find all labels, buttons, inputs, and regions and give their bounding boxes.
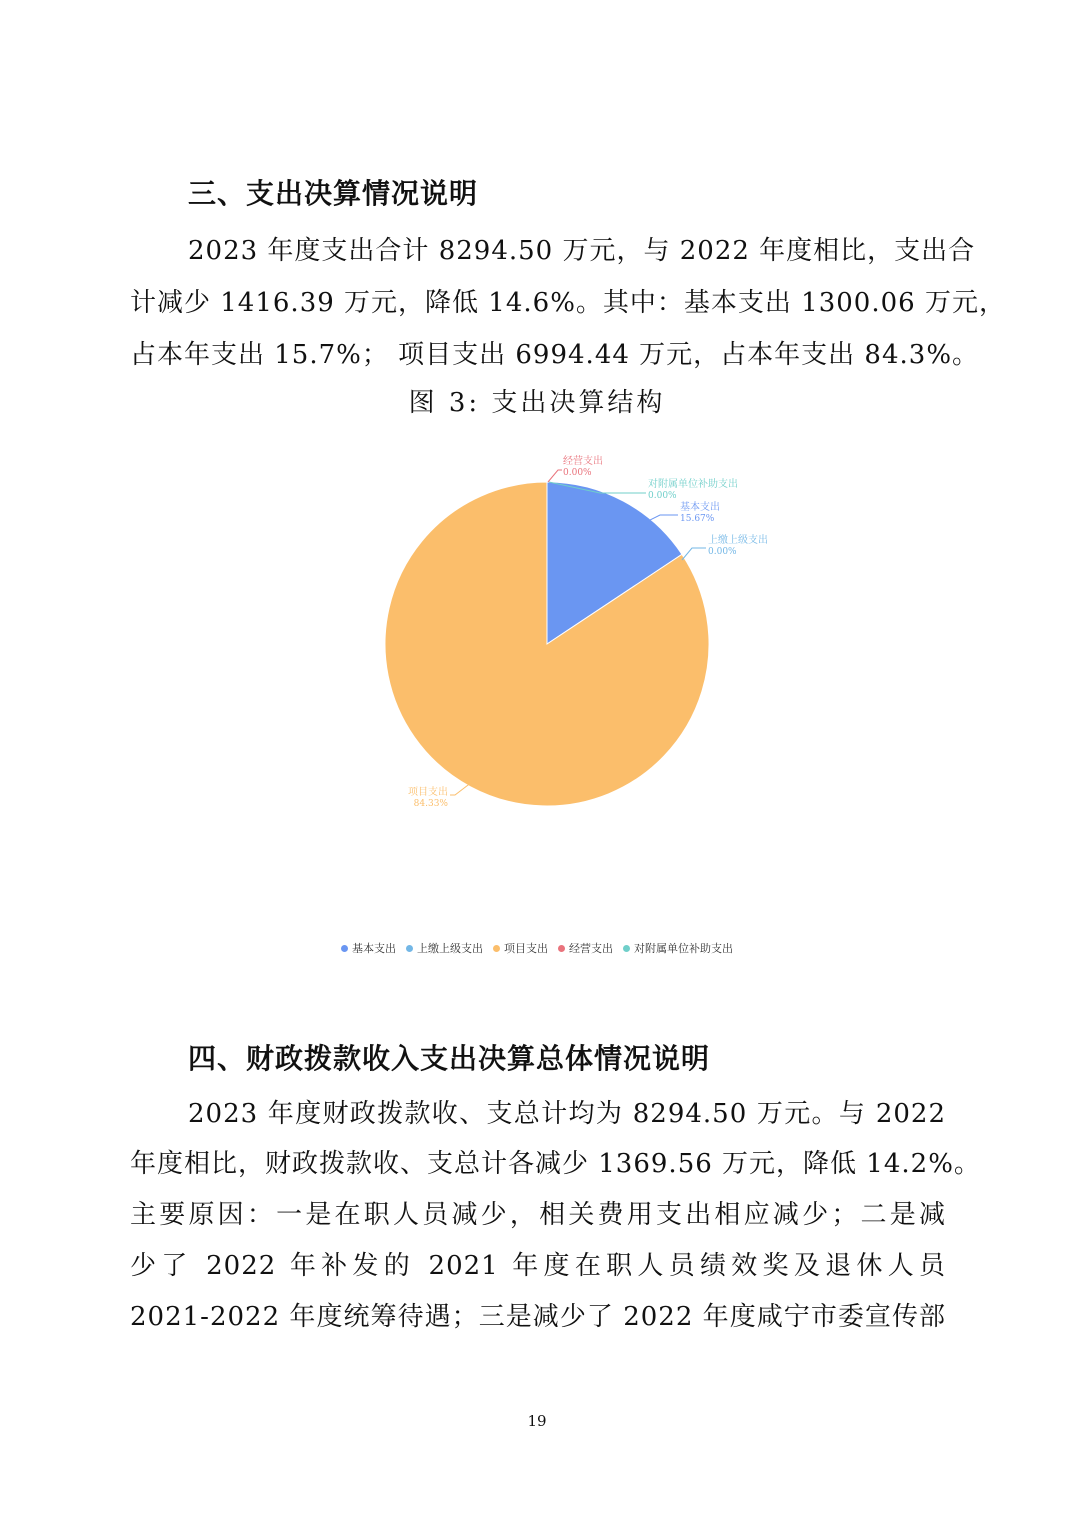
paragraph-line: 年度相比，财政拨款收、支总计各减少 1369.56 万元，降低 14.2%。	[130, 1149, 981, 1179]
figure-caption: 图 3: 支出决算结构	[408, 388, 666, 418]
label-leader-line	[682, 548, 706, 560]
slice-percent-label: 0.00%	[563, 468, 592, 478]
page-number: 19	[527, 1412, 547, 1430]
slice-percent-label: 0.00%	[648, 491, 677, 501]
paragraph-line: 少了 2022 年补发的 2021 年度在职人员绩效奖及退休人员	[130, 1251, 946, 1281]
paragraph-line: 计减少 1416.39 万元，降低 14.6%。其中：基本支出 1300.06 万元，	[130, 288, 1006, 318]
slice-percent-label: 84.33%	[413, 799, 448, 809]
paragraph-line: 2021-2022 年度统筹待遇；三是减少了 2022 年度咸宁市委宣传部	[130, 1302, 946, 1332]
legend-item[interactable]	[493, 940, 548, 956]
paragraph-line: 主要原因：一是在职人员减少，相关费用支出相应减少；二是减	[130, 1200, 946, 1230]
slice-label: 对附属单位补助支出	[648, 479, 738, 490]
chart-legend	[0, 940, 1074, 956]
legend-marker-icon	[493, 945, 500, 952]
legend-label: 项目支出	[504, 942, 548, 955]
legend-item[interactable]	[406, 940, 483, 956]
legend-item[interactable]	[341, 940, 396, 956]
legend-label: 基本支出	[352, 942, 396, 955]
slice-label: 项目支出	[408, 787, 448, 798]
slice-label: 经营支出	[563, 456, 603, 467]
slice-label: 基本支出	[680, 502, 720, 513]
slice-percent-label: 0.00%	[708, 547, 737, 557]
section4-heading: 四、财政拨款收入支出决算总体情况说明	[188, 1042, 711, 1075]
label-leader-line	[548, 470, 562, 482]
legend-marker-icon	[406, 945, 413, 952]
legend-label: 上缴上级支出	[417, 942, 483, 955]
legend-label: 对附属单位补助支出	[634, 942, 733, 955]
legend-marker-icon	[558, 945, 565, 952]
pie-chart	[300, 440, 800, 830]
legend-item[interactable]	[558, 940, 613, 956]
section3-heading: 三、支出决算情况说明	[188, 177, 479, 210]
paragraph-line: 2023 年度财政拨款收、支总计均为 8294.50 万元。与 2022	[188, 1099, 946, 1129]
paragraph-line: 2023 年度支出合计 8294.50 万元，与 2022 年度相比，支出合	[188, 236, 976, 266]
legend-marker-icon	[623, 945, 630, 952]
slice-label: 上缴上级支出	[708, 535, 768, 546]
legend-label: 经营支出	[569, 942, 613, 955]
legend-item[interactable]	[623, 940, 733, 956]
slice-percent-label: 15.67%	[680, 514, 715, 524]
label-leader-line	[450, 782, 472, 795]
paragraph-line: 占本年支出 15.7%； 项目支出 6994.44 万元，占本年支出 84.3%。	[130, 340, 980, 370]
legend-marker-icon	[341, 945, 348, 952]
